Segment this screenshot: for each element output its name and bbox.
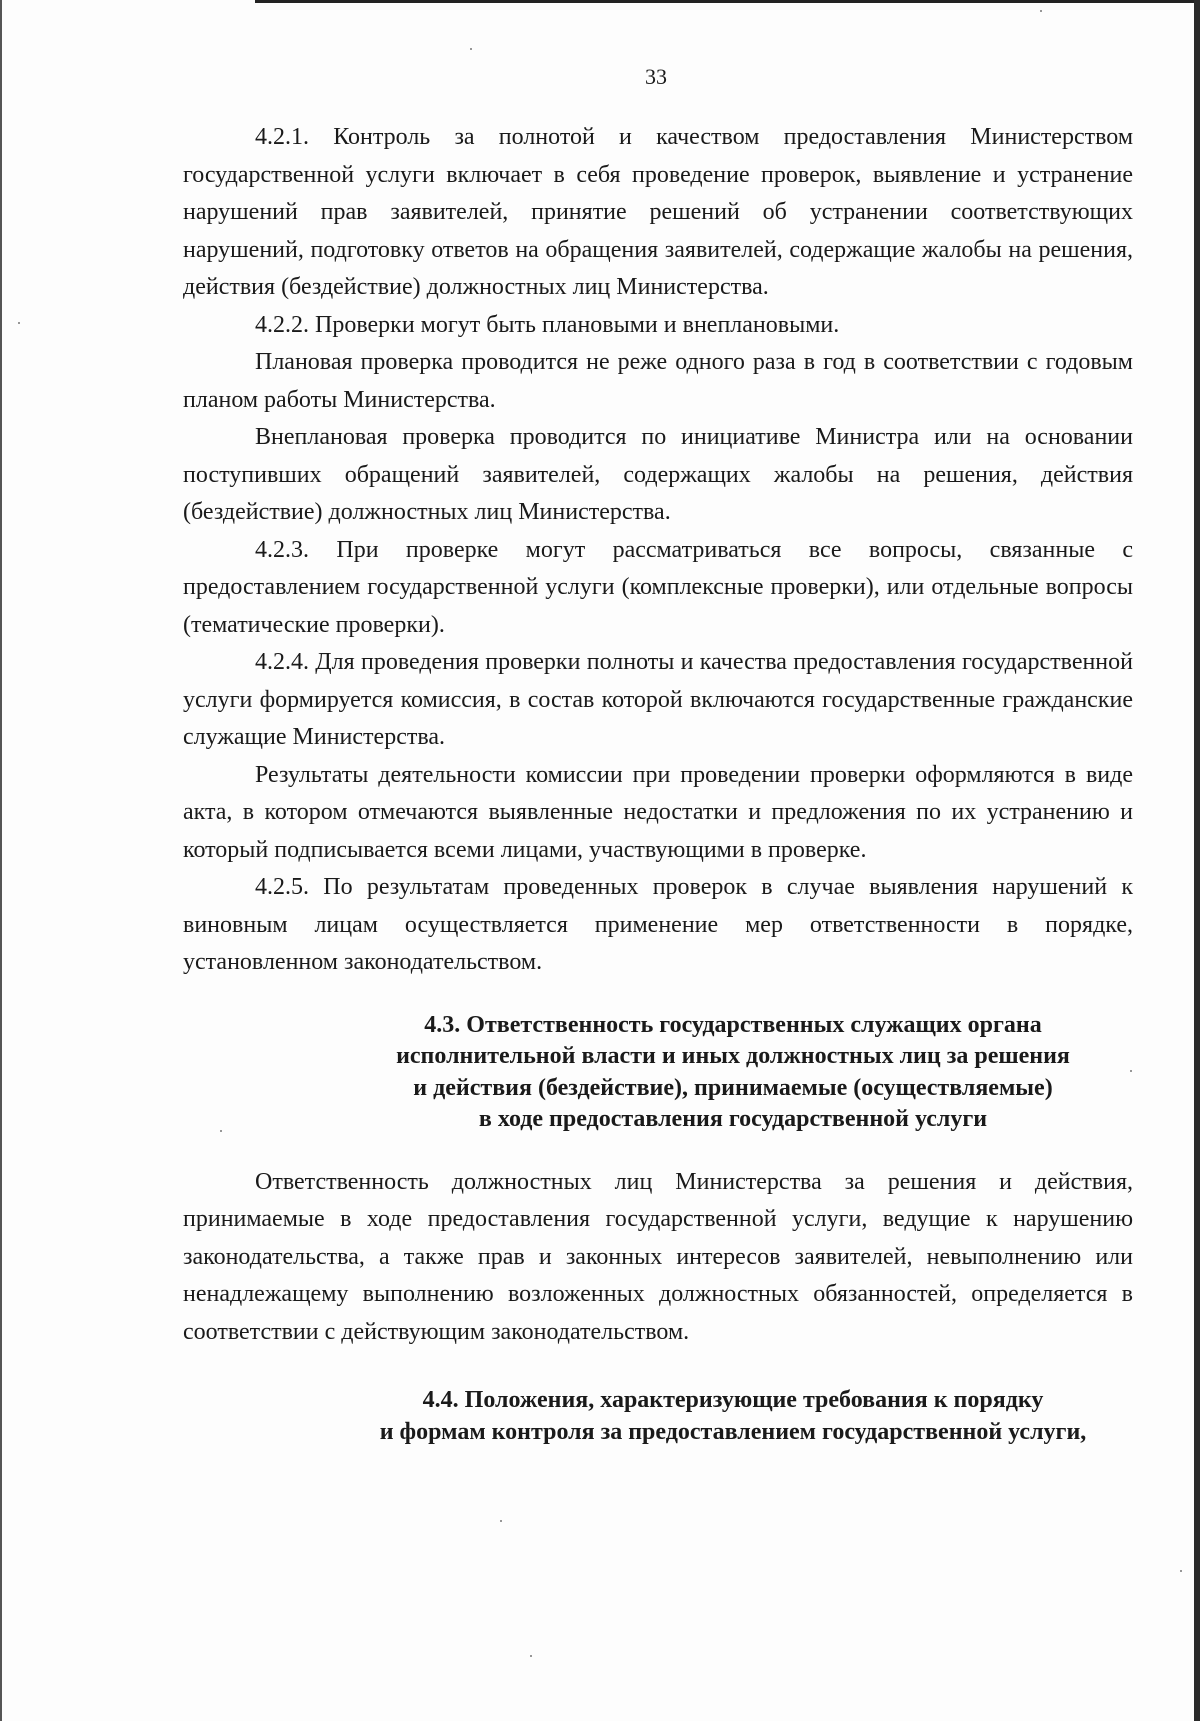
heading-line: и формам контроля за предоставлением государственной услуги, (379, 1418, 1087, 1445)
scan-speck (470, 48, 472, 50)
document-body (183, 119, 1133, 1448)
scan-speck (1040, 10, 1042, 12)
heading-line: 4.4. Положения, характеризующие требования к порядку (422, 1387, 1044, 1413)
paragraph-4-2-4: 4.2.4. Для проведения проверки полноты и качества предоставления государственной услуги формируется комиссия, в состав которой включаются государственные гражданские служащие Министерства. (183, 649, 1133, 750)
paragraph-4-2-1: 4.2.1. Контроль за полнотой и качеством предоставления Министерством государственной услуги включает в себя проведение проверок, выявление и устранение нарушений прав заявителей, принятие решений об устранении соответствующих нарушений, подготовку ответов на обращения заявителей, содержащие жалобы на решения, действия (бездействие) должностных лиц Министерства. (183, 124, 1133, 300)
scan-speck (220, 1130, 222, 1132)
scan-left-edge (0, 0, 2, 1721)
scan-right-edge (1194, 0, 1200, 1721)
paragraph-commission-results: Результаты деятельности комиссии при проведении проверки оформляются в виде акта, в котором отмечаются выявленные недостатки и предложения по их устранению и который подписывается всеми лицами, участвующими в проверке. (183, 761, 1133, 863)
scan-top-edge (255, 0, 1200, 3)
scan-speck (18, 322, 20, 324)
paragraph-4-2-5: 4.2.5. По результатам проведенных проверок в случае выявления нарушений к виновным лицам осуществляется применение мер ответственности в порядке, установленном законодательством. (183, 874, 1133, 975)
page-number: 33 (645, 64, 667, 89)
heading-line: 4.3. Ответственность государственных служащих органа (424, 1011, 1042, 1038)
scan-speck (500, 1520, 502, 1522)
paragraph-planned-inspection: Плановая проверка проводится не реже одного раза в год в соответствии с годовым планом работы Министерства. (183, 349, 1133, 413)
scan-speck (530, 1655, 532, 1657)
scan-speck (1180, 1570, 1182, 1572)
paragraph-unplanned-inspection: Внеплановая проверка проводится по инициативе Министра или на основании поступивших обращений заявителей, содержащих жалобы на решения, действия (бездействие) должностных лиц Министерства. (183, 424, 1133, 525)
paragraph-4-2-3: 4.2.3. При проверке могут рассматриваться все вопросы, связанные с предоставлением государственной услуги (комплексные проверки), или отдельные вопросы (тематические проверки). (183, 536, 1133, 638)
heading-line: и действия (бездействие), принимаемые (осуществляемые) (413, 1074, 1053, 1101)
scan-speck (1130, 1070, 1132, 1072)
paragraph-4-2-2: 4.2.2. Проверки могут быть плановыми и внеплановыми. (255, 311, 840, 338)
section-heading-4-3 (183, 1010, 1133, 1136)
paragraph-responsibility: Ответственность должностных лиц Министерства за решения и действия, принимаемые в ходе предоставления государственной услуги, ведущие к нарушению законодательства, а также прав и законных интересов заявителей, невыполнению или ненадлежащему выполнению возложенных должностных обязанностей, определяется в соответствии с действующим законодательством. (183, 1168, 1133, 1345)
section-heading-4-4 (183, 1385, 1133, 1448)
heading-line: в ходе предоставления государственной услуги (478, 1106, 988, 1132)
heading-line: исполнительной власти и иных должностных лиц за решения (396, 1043, 1070, 1069)
